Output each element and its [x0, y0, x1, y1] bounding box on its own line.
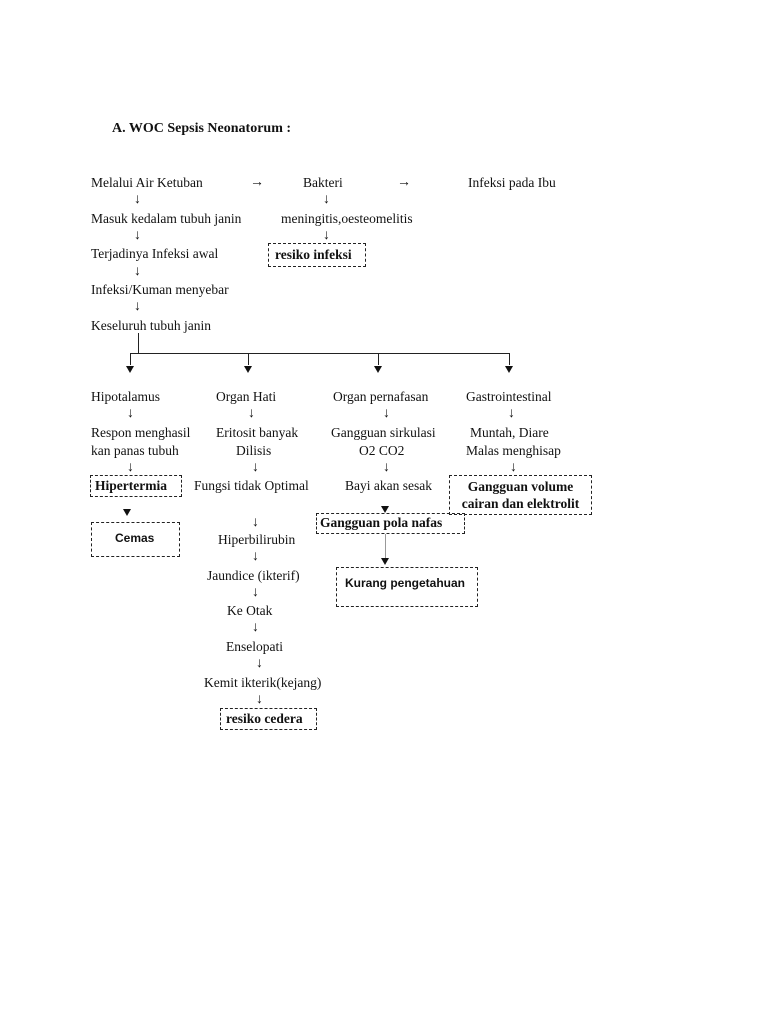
arrow-right-icon: →	[250, 175, 264, 190]
arrow-down-icon: ↓	[383, 460, 390, 475]
diagnosis-hipertermia: Hipertermia	[95, 478, 167, 493]
arrowhead-icon	[374, 366, 382, 373]
arrowhead-icon	[381, 558, 389, 565]
node-hipotalamus: Hipotalamus	[91, 389, 160, 404]
node-meningitis: meningitis,oesteomelitis	[281, 211, 413, 226]
arrowhead-icon	[123, 509, 131, 516]
arrow-down-icon: ↓	[127, 406, 134, 421]
arrow-down-icon: ↓	[127, 460, 134, 475]
node-bakteri: Bakteri	[303, 175, 343, 190]
arrow-down-icon: ↓	[256, 656, 263, 671]
arrow-down-icon: ↓	[134, 192, 141, 207]
connector-line	[248, 353, 249, 365]
arrow-down-icon: ↓	[252, 515, 259, 530]
diagnosis-cairan-elektrolit: cairan dan elektrolit	[461, 496, 580, 511]
node-infeksi-pada-ibu: Infeksi pada Ibu	[468, 175, 556, 190]
node-organ-hati: Organ Hati	[216, 389, 277, 404]
node-infeksi-kuman: Infeksi/Kuman menyebar	[91, 282, 229, 297]
arrow-down-icon: ↓	[510, 460, 517, 475]
arrow-down-icon: ↓	[248, 406, 255, 421]
node-respon-panas: kan panas tubuh	[91, 443, 179, 458]
node-bayi-sesak: Bayi akan sesak	[345, 478, 432, 493]
node-melalui-air-ketuban: Melalui Air Ketuban	[91, 175, 203, 190]
arrow-down-icon: ↓	[508, 406, 515, 421]
node-ke-otak: Ke Otak	[227, 603, 273, 618]
connector-line	[378, 353, 379, 365]
node-dilisis: Dilisis	[236, 443, 272, 458]
arrow-right-icon: →	[397, 175, 411, 190]
node-masuk-tubuh-janin: Masuk kedalam tubuh janin	[91, 211, 242, 226]
connector-line	[509, 353, 510, 365]
arrowhead-icon	[505, 366, 513, 373]
diagnosis-resiko-cedera: resiko cedera	[226, 711, 303, 726]
arrow-down-icon: ↓	[323, 228, 330, 243]
diagnosis-resiko-infeksi: resiko infeksi	[275, 247, 352, 262]
diagnosis-gangguan-pola-nafas: Gangguan pola nafas	[320, 515, 443, 530]
arrow-down-icon: ↓	[252, 549, 259, 564]
node-o2-co2: O2 CO2	[359, 443, 405, 458]
node-organ-pernafasan: Organ pernafasan	[333, 389, 429, 404]
node-eritosit: Eritosit banyak	[216, 425, 299, 440]
arrow-down-icon: ↓	[252, 620, 259, 635]
arrowhead-icon	[381, 506, 389, 513]
diagnosis-gangguan-volume: Gangguan volume	[467, 479, 574, 494]
connector-line	[385, 534, 386, 558]
arrow-down-icon: ↓	[134, 299, 141, 314]
connector-line	[130, 353, 510, 354]
arrowhead-icon	[244, 366, 252, 373]
node-malas-menghisap: Malas menghisap	[466, 443, 561, 458]
arrow-down-icon: ↓	[383, 406, 390, 421]
connector-line	[138, 333, 139, 353]
node-kemit-ikterik: Kemit ikterik(kejang)	[204, 675, 322, 690]
node-muntah-diare: Muntah, Diare	[470, 425, 549, 440]
arrow-down-icon: ↓	[134, 228, 141, 243]
arrow-down-icon: ↓	[256, 692, 263, 707]
page-title: A. WOC Sepsis Neonatorum :	[112, 121, 292, 136]
node-hiperbilirubin: Hiperbilirubin	[218, 532, 296, 547]
arrow-down-icon: ↓	[252, 460, 259, 475]
node-jaundice: Jaundice (ikterif)	[207, 568, 300, 583]
arrow-down-icon: ↓	[323, 192, 330, 207]
diagnosis-kurang-pengetahuan: Kurang pengetahuan	[345, 576, 466, 590]
node-gangguan-sirkulasi: Gangguan sirkulasi	[331, 425, 436, 440]
connector-line	[130, 353, 131, 365]
arrow-down-icon: ↓	[134, 264, 141, 279]
node-fungsi-tidak-optimal: Fungsi tidak Optimal	[194, 478, 309, 493]
node-respon-menghasil: Respon menghasil	[91, 425, 191, 440]
arrow-down-icon: ↓	[252, 585, 259, 600]
node-keseluruh-tubuh: Keseluruh tubuh janin	[91, 318, 211, 333]
diagnosis-cemas: Cemas	[115, 531, 155, 545]
node-gastrointestinal: Gastrointestinal	[466, 389, 552, 404]
node-terjadinya-infeksi: Terjadinya Infeksi awal	[91, 246, 219, 261]
arrowhead-icon	[126, 366, 134, 373]
node-enselopati: Enselopati	[226, 639, 283, 654]
